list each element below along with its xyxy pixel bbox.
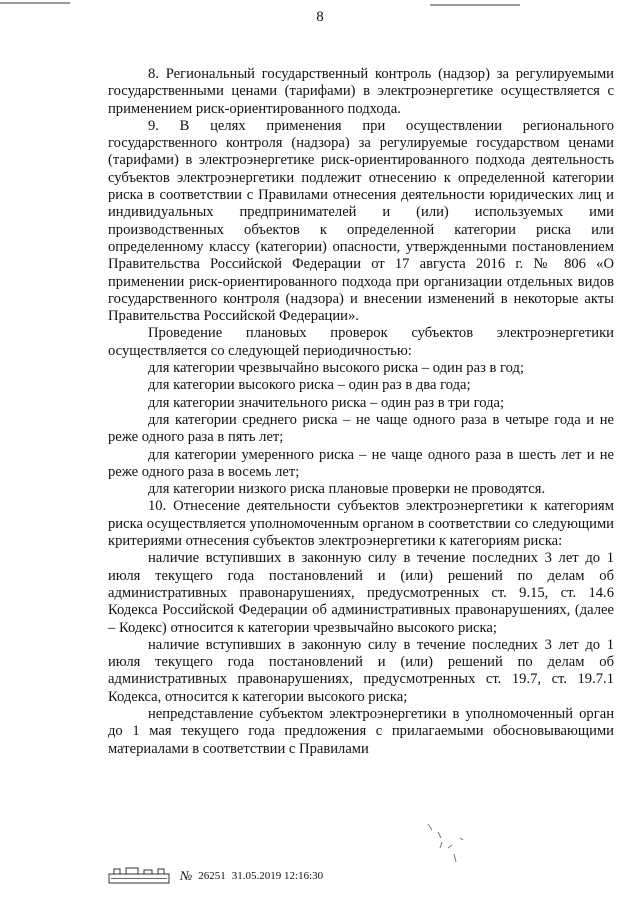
page-number: 8 <box>316 9 324 25</box>
paragraph: 8. Региональный государственный контроль (надзор) за регулируемыми государственными ценами (тарифами) в электроэнергетике осуществляется с применением риск-ориентированного подхода. <box>108 66 614 117</box>
document-id: 26251 <box>198 870 226 882</box>
paragraph: 10. Отнесение деятельности субъектов электроэнергетики к категориям риска осуществляется уполномоченным органом в соответствии со следующими критериями отнесения субъектов электроэнергетики к категориям риска: <box>108 498 614 550</box>
paragraph: 9. В целях применения при осуществлении регионального государственного контроля (надзора) за регулируемые государством ценами (тарифами) в электроэнергетике риск-ориентированного подхода деятельность субъектов электроэнергетики подлежит отнесению к определенной категории риска в соответствии с Правилами отнесения деятельности юридических лиц и индивидуальных предпринимателей и (или) используемых ими производственных объектов к определенной категории риска или определенному классу (категории) опасности, утвержденными постановлением Правительства Российской Федерации от 17 августа 2016 г. № 806 «О применении риск-ориентированного подхода при организации отдельных видов государственного контроля (надзора) и внесении изменений в некоторые акты Правительства Российской Федерации». <box>108 117 614 325</box>
document-body <box>108 66 614 758</box>
paragraph: для категории высокого риска – один раз в два года; <box>148 377 471 394</box>
paragraph: Проведение плановых проверок субъектов электроэнергетики осуществляется со следующей периодичностью: <box>108 325 614 359</box>
paragraph: наличие вступивших в законную силу в течение последних 3 лет до 1 июля текущего года постановлений и (или) решений по делам об административных правонарушениях, предусмотренных ст. 19.7, ст. 19.7.1 Кодекса, относится к категории высокого риска; <box>108 636 614 705</box>
number-sign: № <box>180 868 193 883</box>
document-footer <box>108 866 323 886</box>
scan-artifact <box>0 2 70 4</box>
paragraph: непредставление субъектом электроэнергетики в уполномоченный орган до 1 мая текущего года предложения с прилагаемыми обосновывающими материалами в соответствии с Правилами <box>108 705 614 757</box>
handwritten-mark <box>420 818 480 868</box>
paragraph: для категории среднего риска – не чаще одного раза в четыре года и не реже одного раза в пять лет; <box>108 411 614 446</box>
paragraph: для категории чрезвычайно высокого риска – один раз в год; <box>148 360 524 377</box>
registry-stamp-logo <box>108 866 170 886</box>
document-datetime: 31.05.2019 12:16:30 <box>231 870 324 882</box>
paragraph: для категории значительного риска – один раз в три года; <box>148 394 505 411</box>
paragraph: для категории умеренного риска – не чаще одного раза в шесть лет и не реже одного раза в восемь лет; <box>108 446 614 480</box>
paragraph: наличие вступивших в законную силу в течение последних 3 лет до 1 июля текущего года постановлений и (или) решений по делам об административных правонарушениях, предусмотренных ст. 9.15, ст. 14.6 Кодекса Российской Федерации об административных правонарушениях, (далее – Кодекс) относится к категории чрезвычайно высокого риска; <box>108 550 614 636</box>
scan-artifact <box>430 4 520 6</box>
paragraph: для категории низкого риска плановые проверки не проводятся. <box>148 481 546 498</box>
